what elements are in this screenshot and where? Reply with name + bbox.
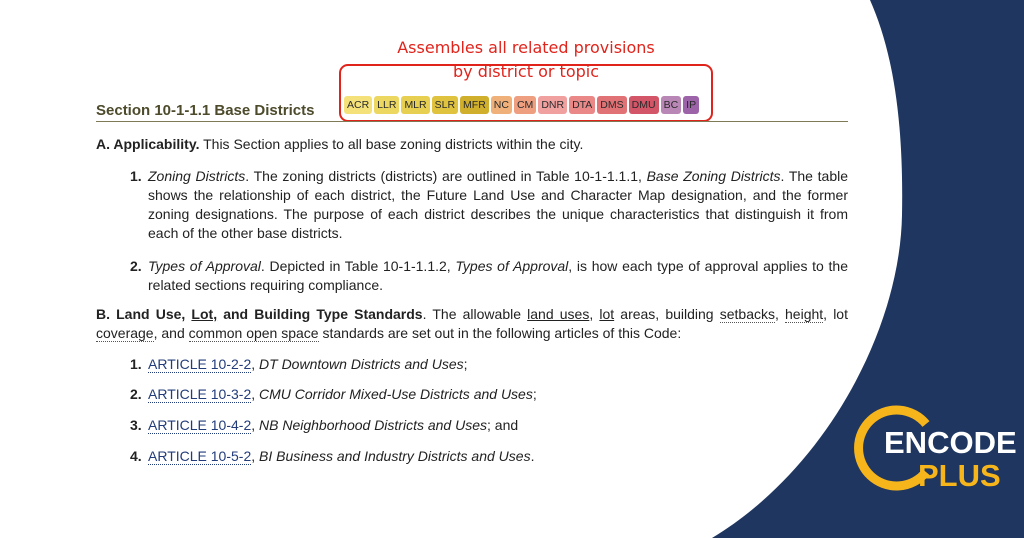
article-item-1-end: ; [463, 356, 468, 372]
term-setbacks[interactable]: setbacks [719, 306, 775, 322]
item-1-term: Zoning Districts [148, 168, 246, 184]
section-b-text-4: , [774, 306, 786, 322]
district-tag-acr[interactable]: ACR [344, 96, 372, 114]
article-item-3 [148, 416, 518, 435]
term-land-uses[interactable]: land uses [527, 306, 590, 322]
article-link-2[interactable]: ARTICLE 10-3-2 [148, 386, 252, 402]
section-a-paragraph [96, 135, 856, 154]
article-item-4 [148, 447, 534, 466]
district-tag-dta[interactable]: DTA [569, 96, 595, 114]
section-a-item-1-number: 1. [130, 168, 142, 184]
article-item-2-title: CMU Corridor Mixed-Use Districts and Uses [259, 386, 533, 402]
section-b-label-prefix: B. Land Use, [96, 306, 192, 322]
section-divider [96, 121, 848, 122]
section-b-text-7: standards are set out in the following articles of this Code: [318, 325, 682, 341]
article-item-2-end: ; [532, 386, 537, 402]
district-tag-mfr[interactable]: MFR [460, 96, 489, 114]
article-item-1-number: 1. [130, 356, 142, 372]
article-link-3[interactable]: ARTICLE 10-4-2 [148, 417, 252, 433]
logo-text-plus: PLUS [918, 458, 1001, 493]
item-2-term: Types of Approval [148, 258, 261, 274]
term-common-open-space[interactable]: common open space [188, 325, 319, 341]
district-tag-dmu[interactable]: DMU [629, 96, 659, 114]
article-item-2-number: 2. [130, 386, 142, 402]
section-b-text-5: , lot [823, 306, 848, 322]
district-tag-cm[interactable]: CM [514, 96, 536, 114]
district-tag-ip[interactable]: IP [683, 96, 699, 114]
callout-line-2: by district or topic [452, 62, 599, 81]
article-item-2-sep: , [251, 386, 260, 402]
article-item-3-number: 3. [130, 417, 142, 433]
district-tag-mlr[interactable]: MLR [401, 96, 429, 114]
section-title: Section 10-1-1.1 Base Districts [96, 102, 315, 119]
district-tag-nc[interactable]: NC [491, 96, 512, 114]
section-b-text-2: , [589, 306, 600, 322]
article-item-4-title: BI Business and Industry Districts and Uses [259, 448, 531, 464]
section-a-text: This Section applies to all base zoning districts within the city. [199, 136, 584, 152]
item-1-text-b: . The table shows the relationship of each district, the Future Land Use and Character Map designation, and the former zoning designations. The purpose of each district describes the unique characteristics that distinguish it from each of the other base districts. [148, 168, 848, 241]
article-item-4-end: . [530, 448, 535, 464]
section-b-text-3: areas, building [614, 306, 720, 322]
article-item-4-number: 4. [130, 448, 142, 464]
term-coverage[interactable]: coverage [96, 325, 154, 341]
article-link-4[interactable]: ARTICLE 10-5-2 [148, 448, 252, 464]
section-b-label-suffix: and Building Type Standards [217, 306, 423, 322]
article-item-3-title: NB Neighborhood Districts and Uses [259, 417, 488, 433]
logo-text-encode: ENCODE [884, 425, 1017, 460]
district-tag-list [344, 96, 699, 114]
item-1-table-title: Base Zoning Districts [646, 168, 781, 184]
article-item-1-sep: , [251, 356, 260, 372]
article-link-1[interactable]: ARTICLE 10-2-2 [148, 356, 252, 372]
article-item-4-sep: , [251, 448, 260, 464]
section-b-paragraph [96, 305, 848, 343]
article-item-3-end: ; and [487, 417, 519, 433]
item-2-text-b: , is how each type of approval applies to the related sections requiring compliance. [148, 258, 848, 293]
item-2-table-title: Types of Approval [455, 258, 569, 274]
section-a-label: A. Applicability. [96, 136, 200, 152]
section-b-text-6: , and [153, 325, 189, 341]
article-item-3-sep: , [251, 417, 260, 433]
section-b-label-lot[interactable]: Lot, [191, 306, 218, 322]
article-item-1-title: DT Downtown Districts and Uses [259, 356, 464, 372]
article-item-1 [148, 355, 468, 374]
term-height[interactable]: height [785, 306, 824, 322]
district-tag-llr[interactable]: LLR [374, 96, 399, 114]
section-a-item-2-number: 2. [130, 258, 142, 274]
district-tag-bc[interactable]: BC [661, 96, 682, 114]
section-b-label [96, 306, 423, 322]
district-tag-dnr[interactable]: DNR [538, 96, 567, 114]
section-a-item-1 [148, 167, 848, 243]
article-item-2 [148, 385, 537, 404]
item-1-text-a: . The zoning districts (districts) are outlined in Table 10-1-1.1.1, [245, 168, 647, 184]
term-lot[interactable]: lot [599, 306, 615, 322]
district-tag-dms[interactable]: DMS [597, 96, 626, 114]
item-2-text-a: . Depicted in Table 10-1-1.1.2, [260, 258, 456, 274]
section-b-text-1: . The allowable [422, 306, 528, 322]
district-tag-slr[interactable]: SLR [432, 96, 458, 114]
section-a-item-2 [148, 257, 848, 295]
callout-line-1: Assembles all related provisions [397, 38, 655, 57]
